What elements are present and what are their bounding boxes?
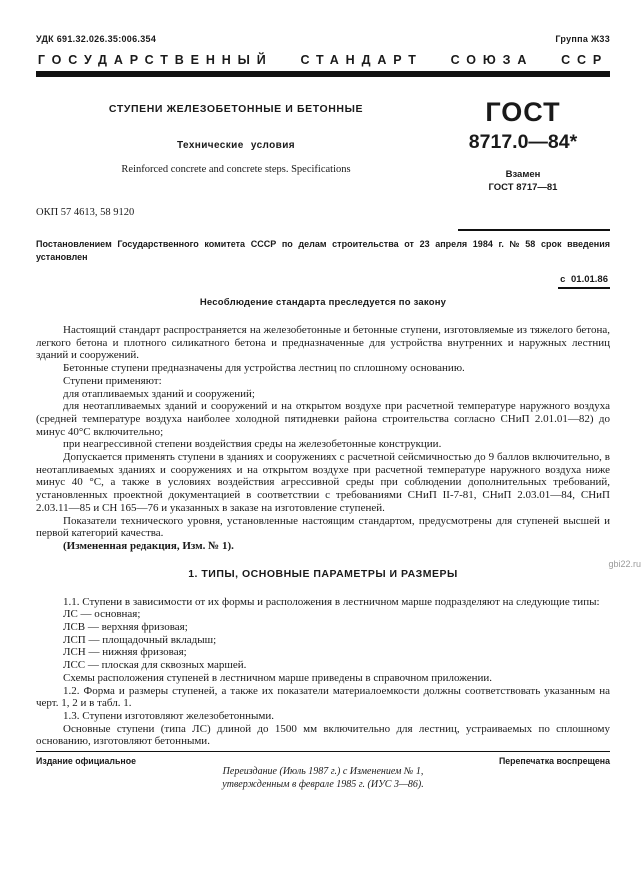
gost-number: 8717.0—84* (468, 131, 578, 153)
header-rule (36, 71, 610, 77)
paragraph-1-1: 1.1. Ступени в зависимости от их формы и расположения в лестничном марше подразделяют на следующие типы: (63, 595, 600, 608)
paragraph: Показатели технического уровня, установленные настоящим стандартом, предусмотрены для ступеней высшей и первой категорий качества. (36, 514, 610, 540)
section-1-heading: 1. ТИПЫ, ОСНОВНЫЕ ПАРАМЕТРЫ И РАЗМЕРЫ (188, 567, 458, 580)
replaces-number: ГОСТ 8717—81 (488, 182, 558, 193)
body-text (36, 324, 610, 748)
type-item-lss: ЛСС — плоская для сквозных маршей. (63, 659, 247, 672)
paragraph: Схемы расположения ступеней в лестничном марше приведены в справочном приложении. (63, 671, 492, 684)
title-left-column (36, 99, 436, 194)
reprint-notice: Перепечатка воспрещена (498, 756, 610, 766)
law-notice: Несоблюдение стандарта преследуется по закону (199, 297, 447, 308)
effective-date-row (36, 269, 610, 289)
type-item-lsn: ЛСН — нижняя фризовая; (63, 646, 187, 659)
paragraph: для отапливаемых зданий и сооружений; (63, 387, 255, 400)
type-item-lsp: ЛСП — площадочный вкладыш; (63, 633, 217, 646)
standard-org-title: ГОСУДАРСТВЕННЫЙ СТАНДАРТ СОЮЗА ССР (37, 53, 609, 67)
document-title: СТУПЕНИ ЖЕЛЕЗОБЕТОННЫЕ И БЕТОННЫЕ (108, 103, 364, 115)
paragraph: при неагрессивной степени воздействия среды на железобетонные конструкции. (63, 438, 442, 451)
group-code: Группа Ж33 (555, 34, 610, 44)
paragraph-1-3: 1.3. Ступени изготовляют железобетонными. (63, 709, 274, 722)
amendment-note: (Измененная редакция, Изм. № 1). (63, 539, 234, 552)
reissue-note (36, 765, 610, 791)
document-subtitle: Технические условия (176, 140, 295, 151)
reissue-note-line2: утвержденным в феврале 1985 г. (ИУС 3—86). (222, 779, 424, 790)
official-edition-label: Издание официальное (36, 756, 136, 766)
title-divider-rule (458, 229, 610, 231)
gost-label: ГОСТ (485, 97, 561, 127)
paragraph: Бетонные ступени предназначены для устройства лестниц по сплошному основанию. (63, 362, 465, 375)
effective-date: с 01.01.86 (558, 274, 610, 289)
paragraph: Допускается применять ступени в зданиях и сооружениях с расчетной сейсмичностью до 9 баллов включительно, в неотапливаемых зданиях и сооружениях и на открытом воздухе при расчетной температуре наружного воздуха ниже минус 40 °С, а также в условиях воздействия агрессивной среды при соблюдении дополнительных требований, установленных проектной документацией в соответствии с требованиями СНиП II-7-81, СНиП 2.03.01—84, СНиП 2.03.11—85 и СН 165—76 и указанных в заказе на изготовление ступеней. (36, 451, 610, 514)
paragraph-scope: Настоящий стандарт распространяется на железобетонные и бетонные ступени, изготовляемые из тяжелого бетона, легкого бетона и плотного силикатного бетона и предназначенные для устройства внутренних и наружных лестниц зданий и сооружений. (36, 324, 610, 362)
title-block (36, 99, 610, 194)
paragraph: для неотапливаемых зданий и сооружений и на открытом воздухе при расчетной температуре наружного воздуха (средней температуре воздуха наиболее холодной пятидневки района строительства согласно СНиП 2.01.01—82) до минус 40°С включительно; (36, 400, 610, 438)
decree-paragraph: Постановлением Государственного комитета СССР по делам строительства от 23 апреля 1984 г. № 58 срок введения установлен (36, 239, 610, 262)
paragraph-1-2: 1.2. Форма и размеры ступеней, а также их показатели материалоемкости должны соответствовать указанным на черт. 1, 2 и в табл. 1. (36, 684, 610, 710)
type-item-ls: ЛС — основная; (63, 608, 141, 621)
reissue-note-line1: Переиздание (Июль 1987 г.) с Изменением № 1, (222, 766, 424, 777)
watermark-text: gbi22.ru (608, 559, 641, 569)
replaces-label: Взамен (505, 169, 541, 180)
footer-rule (36, 751, 610, 752)
paragraph: Ступени применяют: (63, 374, 162, 387)
document-header-row (36, 34, 610, 44)
document-subtitle-english: Reinforced concrete and concrete steps. Specifications (121, 164, 351, 175)
okp-code: ОКП 57 4613, 58 9120 (36, 207, 135, 218)
page-footer (36, 751, 610, 791)
udk-code: УДК 691.32.026.35:006.354 (36, 34, 157, 44)
replaces-block (436, 168, 610, 194)
paragraph: Основные ступени (типа ЛС) длиной до 1500 мм включительно для лестниц, устраиваемых по сплошному основанию, изготовляют бетонными. (36, 722, 610, 748)
type-item-lsv: ЛСВ — верхняя фризовая; (63, 621, 188, 634)
gost-number-block (436, 99, 610, 194)
